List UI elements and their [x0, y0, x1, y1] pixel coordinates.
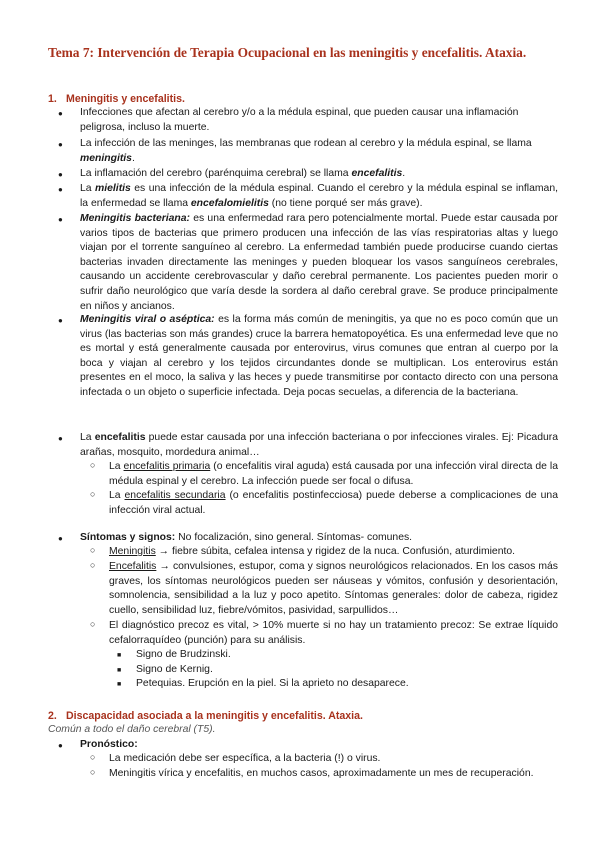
circle-bullet-icon: ○ — [90, 489, 96, 499]
sub-list-item: Meningitis → fiebre súbita, cefalea intensa y rigidez de la nuca. Confusión, aturdimiento. — [109, 546, 516, 557]
circle-bullet-icon: ○ — [90, 767, 96, 777]
bullet-icon: ● — [58, 170, 63, 179]
tertiary-list-item: Signo de Brudzinski. — [136, 649, 231, 660]
circle-bullet-icon: ○ — [90, 560, 96, 570]
tertiary-list-item: Signo de Kernig. — [136, 664, 213, 675]
section-2-heading — [48, 709, 558, 723]
circle-bullet-icon: ○ — [90, 460, 96, 470]
term-mielitis: mielitis — [95, 183, 131, 194]
sub-list-item: La medicación debe ser específica, a la bacteria (!) o virus. — [109, 753, 381, 764]
list-item — [80, 738, 558, 753]
bullet-icon: ● — [58, 109, 63, 118]
section-2-number: 2. — [48, 710, 57, 722]
term-meningitis-viral: Meningitis viral o aséptica: — [80, 314, 215, 325]
bullet-icon: ● — [58, 534, 63, 543]
section-2-note: Común a todo el daño cerebral (T5). — [48, 724, 216, 735]
term-meningitis-bacteriana: Meningitis bacteriana: — [80, 213, 191, 224]
list-item: La mielitis es una infección de la médula espinal. Cuando el cerebro y la médula espinal se inflaman, la enfermedad se llama encefalomielitis (no tiene porqué ser más grave). — [80, 183, 558, 209]
tertiary-list-item: Petequias. Erupción en la piel. Si la aprieto no desaparece. — [136, 678, 409, 689]
bullet-icon: ● — [58, 434, 63, 443]
term-meningitis: meningitis — [80, 152, 132, 164]
bullet-icon: ● — [58, 316, 63, 325]
list-item: La inflamación del cerebro (parénquima cerebral) se llama encefalitis. — [80, 168, 406, 179]
document-title: Tema 7: Intervención de Terapia Ocupacional en las meningitis y encefalitis. Ataxia. — [48, 45, 527, 60]
bullet-icon: ● — [58, 741, 63, 750]
term-pronostico: Pronóstico: — [80, 739, 138, 750]
square-bullet-icon: ■ — [117, 681, 122, 688]
sub-list-item: La encefalitis secundaria (o encefalitis postinfecciosa) puede deberse a complicaciones de una infección viral actual. — [109, 490, 558, 516]
term-meningitis-underline: Meningitis — [109, 546, 156, 557]
sub-list-item: Meningitis vírica y encefalitis, en muchos casos, aproximadamente un mes de recuperación. — [109, 768, 534, 779]
term-encefalitis-secundaria: encefalitis secundaria — [124, 490, 226, 501]
term-encefalitis-primaria: encefalitis primaria — [123, 461, 211, 472]
section-1-title: Meningitis y encefalitis. — [66, 93, 185, 105]
list-item: La infección de las meninges, las membranas que rodean al cerebro y la médula espinal, se llama meningitis. — [80, 138, 532, 164]
circle-bullet-icon: ○ — [90, 752, 96, 762]
sub-list-item: El diagnóstico precoz es vital, > 10% muerte si no hay un tratamiento precoz: Se extrae líquido cefalorraquídeo (punción) para su análisis. — [109, 620, 558, 646]
section-2-title: Discapacidad asociada a la meningitis y encefalitis. Ataxia. — [66, 710, 363, 722]
sub-list-item: La encefalitis primaria (o encefalitis viral aguda) está causada por una infección viral directa de la médula espinal y el cerebro. La infección puede ser focal o difusa. — [109, 461, 558, 487]
term-encefalomielitis: encefalomielitis — [190, 197, 269, 209]
bullet-icon: ● — [58, 185, 63, 194]
square-bullet-icon: ■ — [117, 652, 122, 659]
bullet-icon: ● — [58, 140, 63, 149]
term-encefalitis: encefalitis — [351, 168, 403, 179]
section-1-heading — [48, 92, 558, 106]
sub-list-item: Encefalitis → convulsiones, estupor, coma y signos neurológicos relacionados. En los casos más graves, los síntomas neurológicos pueden ser náuseas y vómitos, confusión y desorientación, somnolencia, sensibilidad a la luz y poco apetito. Síntomas generales: dolor de cabeza, rigidez cuello, sensibilidad luz, fiebre/vómitos, pasividad, sarpullidos… — [109, 561, 558, 616]
circle-bullet-icon: ○ — [90, 545, 96, 555]
section-1-number: 1. — [48, 93, 57, 105]
term-encefalitis-underline: Encefalitis — [109, 561, 157, 572]
list-item: La encefalitis puede estar causada por una infección bacteriana o por infecciones virales. Ej: Picadura arañas, mosquito, mordedura animal… — [80, 432, 558, 458]
term-sintomas: Síntomas y signos: — [80, 532, 176, 543]
list-item: Infecciones que afectan al cerebro y/o a la médula espinal, que pueden causar una inflamación peligrosa, incluso la muerte. — [80, 107, 519, 133]
circle-bullet-icon: ○ — [90, 619, 96, 629]
list-item: Síntomas y signos: No focalización, sino general. Síntomas- comunes. — [80, 532, 413, 543]
list-item: Meningitis viral o aséptica: es la forma más común de meningitis, ya que no es poco común que un virus (las bacterias son más grandes) cruce la barrera hematopoyética. Es una enfermedad leve que no es mortal y está generalmente causada por enterovirus, virus comunes que entran al cuerpo por la boca y viajan al cerebro y los tejidos circundantes donde se multiplican. Los enterovirus están presentes en el moco, la saliva y las heces y puede transmitirse por contacto directo con una persona infectada o un objeto o superficie infectada. Deja pocas secuelas, a diferencia de la bacteriana. — [80, 314, 558, 398]
square-bullet-icon: ■ — [117, 667, 122, 674]
list-item: Meningitis bacteriana: es una enfermedad rara pero potencialmente mortal. Puede estar causada por varios tipos de bacterias que primero producen una infección de las vías respiratorias altas y luego viajan por el torrente sanguíneo al cerebro. La enfermedad también puede producirse cuando ciertas bacterias invaden directamente las meninges y pueden bloquear los vasos sanguíneos cerebrales, causando un accidente cerebrovascular y daño cerebral permanente. Los pacientes pueden morir o sufrir daño neurológico que varía desde la sordera al daño cerebral grave. Se produce principalmente en niños y ancianos. — [80, 213, 558, 312]
bullet-icon: ● — [58, 215, 63, 224]
term-encefalitis-bold: encefalitis — [94, 432, 146, 443]
